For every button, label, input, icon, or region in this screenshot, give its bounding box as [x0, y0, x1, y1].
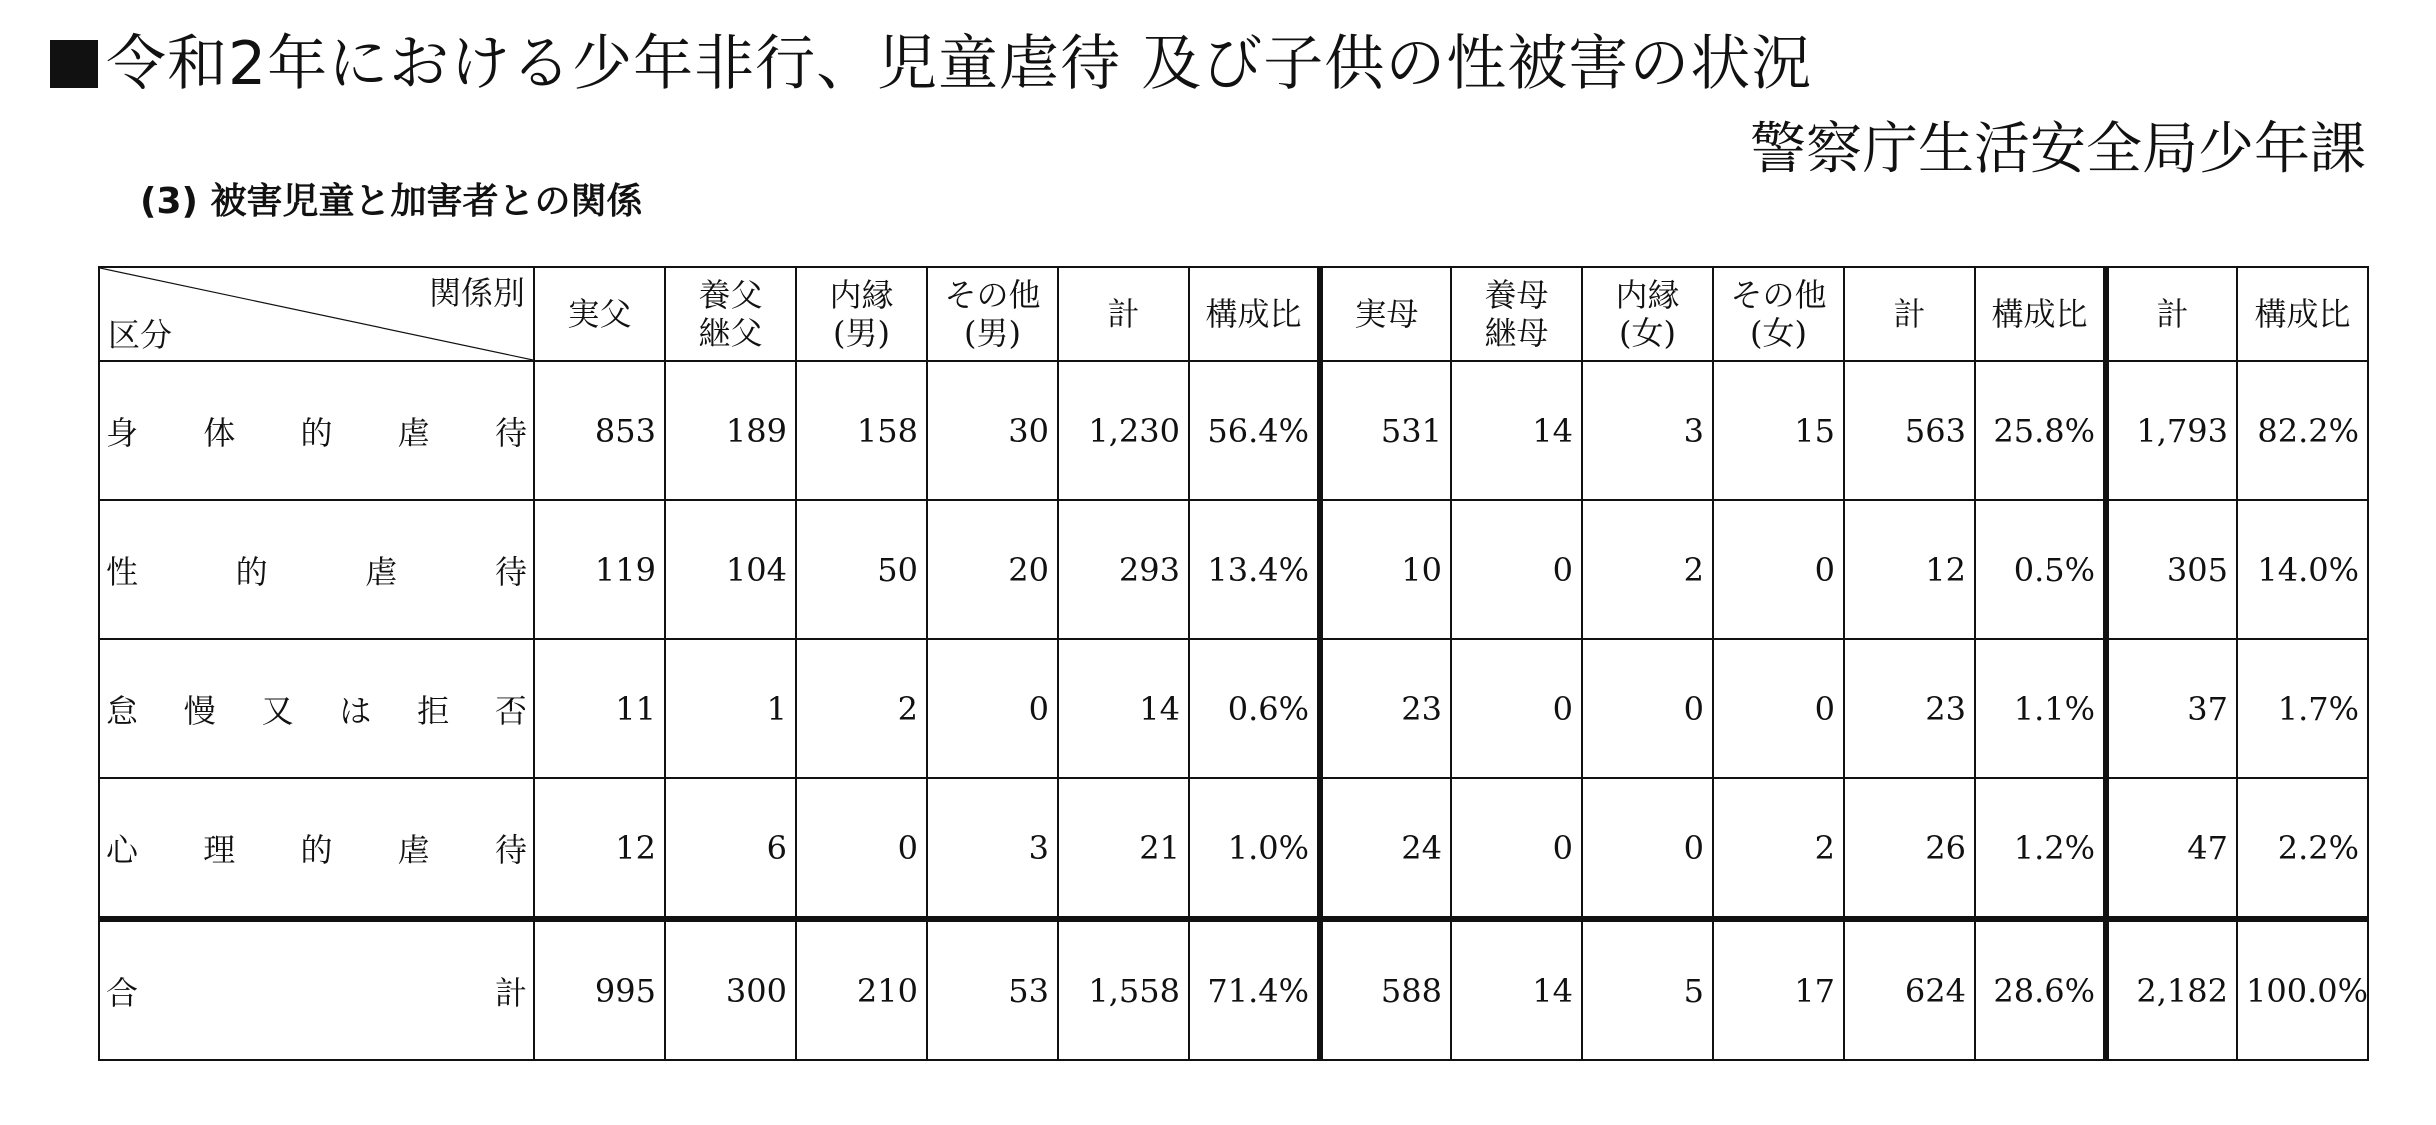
table-cell: 0	[1451, 778, 1582, 919]
column-header	[1713, 267, 1844, 361]
table-cell: 189	[665, 361, 796, 500]
corner-bottom-label: 区分	[108, 316, 173, 354]
table-cell: 210	[796, 919, 927, 1060]
table-cell: 12	[534, 778, 665, 919]
total-row	[99, 919, 2368, 1060]
row-label: 性的虐待	[99, 500, 534, 639]
column-header-label: 構成比	[2254, 295, 2351, 333]
table-row	[99, 500, 2368, 639]
column-header-label: 養父	[698, 276, 763, 314]
table-cell: 293	[1058, 500, 1189, 639]
column-header-label: (男)	[964, 314, 1021, 352]
table-cell: 2,182	[2106, 919, 2237, 1060]
table-cell: 13.4%	[1189, 500, 1320, 639]
table-cell: 2	[1582, 500, 1713, 639]
table-cell: 588	[1320, 919, 1451, 1060]
table-row	[99, 639, 2368, 778]
table-cell: 10	[1320, 500, 1451, 639]
table-cell: 53	[927, 919, 1058, 1060]
header-row	[99, 267, 2368, 361]
column-header	[1189, 267, 1320, 361]
table-cell: 0	[1713, 500, 1844, 639]
row-label: 合計	[99, 919, 534, 1060]
table-cell: 2	[1713, 778, 1844, 919]
table-cell: 0	[927, 639, 1058, 778]
table-cell: 28.6%	[1975, 919, 2106, 1060]
table-cell: 5	[1582, 919, 1713, 1060]
column-header	[1844, 267, 1975, 361]
table-row	[99, 778, 2368, 919]
column-header-label: 内縁	[1615, 276, 1680, 314]
table-cell: 0.6%	[1189, 639, 1320, 778]
column-header-label: 養母	[1484, 276, 1549, 314]
table-cell: 2.2%	[2237, 778, 2368, 919]
title-text: 令和2年における少年非行、児童虐待 及び子供の性被害の状況	[106, 29, 1813, 99]
table-cell: 531	[1320, 361, 1451, 500]
column-header-label: 実父	[567, 295, 632, 333]
row-label: 身体的虐待	[99, 361, 534, 500]
column-header	[927, 267, 1058, 361]
column-header-label: (女)	[1750, 314, 1807, 352]
table-cell: 15	[1713, 361, 1844, 500]
column-header-label: その他	[1730, 276, 1827, 314]
column-header-label: 計	[1107, 295, 1140, 333]
table-cell: 14	[1451, 361, 1582, 500]
table-cell: 3	[927, 778, 1058, 919]
column-header	[1582, 267, 1713, 361]
table-cell: 25.8%	[1975, 361, 2106, 500]
corner-cell	[99, 267, 534, 361]
column-header	[1451, 267, 1582, 361]
table-cell: 0	[1451, 500, 1582, 639]
table-cell: 23	[1844, 639, 1975, 778]
column-header	[2237, 267, 2368, 361]
table-cell: 71.4%	[1189, 919, 1320, 1060]
table-cell: 14	[1058, 639, 1189, 778]
row-label: 怠慢又は拒否	[99, 639, 534, 778]
table-cell: 0	[796, 778, 927, 919]
column-header	[1975, 267, 2106, 361]
table-cell: 2	[796, 639, 927, 778]
column-header-label: 計	[2156, 295, 2189, 333]
table-cell: 12	[1844, 500, 1975, 639]
column-header	[665, 267, 796, 361]
table-cell: 853	[534, 361, 665, 500]
column-header-label: 継母	[1484, 314, 1549, 352]
table-cell: 1.0%	[1189, 778, 1320, 919]
page-title	[50, 22, 1812, 106]
relationship-table	[98, 266, 2369, 1061]
table-cell: 37	[2106, 639, 2237, 778]
row-label: 心理的虐待	[99, 778, 534, 919]
table-cell: 0	[1582, 778, 1713, 919]
table-cell: 1	[665, 639, 796, 778]
corner-top-label: 関係別	[428, 274, 525, 312]
table-cell: 995	[534, 919, 665, 1060]
table-cell: 1,230	[1058, 361, 1189, 500]
column-header-label: 計	[1893, 295, 1926, 333]
column-header-label: (女)	[1619, 314, 1676, 352]
column-header	[1058, 267, 1189, 361]
table-row	[99, 361, 2368, 500]
table-cell: 0.5%	[1975, 500, 2106, 639]
table-cell: 158	[796, 361, 927, 500]
column-header	[796, 267, 927, 361]
table-cell: 100.0%	[2237, 919, 2368, 1060]
column-header-label: 構成比	[1205, 295, 1302, 333]
agency-name: 警察庁生活安全局少年課	[1750, 117, 2366, 182]
column-header-label: 内縁	[829, 276, 894, 314]
table-cell: 56.4%	[1189, 361, 1320, 500]
table-cell: 20	[927, 500, 1058, 639]
table-cell: 1,558	[1058, 919, 1189, 1060]
table-cell: 26	[1844, 778, 1975, 919]
table-cell: 305	[2106, 500, 2237, 639]
table-cell: 24	[1320, 778, 1451, 919]
table-cell: 0	[1713, 639, 1844, 778]
black-square-icon	[50, 40, 98, 88]
table-cell: 14.0%	[2237, 500, 2368, 639]
table-cell: 104	[665, 500, 796, 639]
table-cell: 14	[1451, 919, 1582, 1060]
table-cell: 30	[927, 361, 1058, 500]
table-cell: 50	[796, 500, 927, 639]
table-cell: 17	[1713, 919, 1844, 1060]
column-header-label: (男)	[833, 314, 890, 352]
column-header-label: 実母	[1354, 295, 1419, 333]
table-cell: 1.1%	[1975, 639, 2106, 778]
table-cell: 6	[665, 778, 796, 919]
table-cell: 23	[1320, 639, 1451, 778]
column-header-label: 継父	[698, 314, 763, 352]
table-cell: 1.7%	[2237, 639, 2368, 778]
table-cell: 11	[534, 639, 665, 778]
column-header	[534, 267, 665, 361]
table-cell: 0	[1582, 639, 1713, 778]
section-subtitle: (3) 被害児童と加害者との関係	[140, 181, 643, 222]
table-cell: 82.2%	[2237, 361, 2368, 500]
table-cell: 47	[2106, 778, 2237, 919]
column-header	[1320, 267, 1451, 361]
column-header-label: 構成比	[1991, 295, 2088, 333]
table-cell: 563	[1844, 361, 1975, 500]
table-cell: 3	[1582, 361, 1713, 500]
table-cell: 119	[534, 500, 665, 639]
table-cell: 300	[665, 919, 796, 1060]
table-cell: 1.2%	[1975, 778, 2106, 919]
table-cell: 624	[1844, 919, 1975, 1060]
column-header	[2106, 267, 2237, 361]
column-header-label: その他	[944, 276, 1041, 314]
table-cell: 0	[1451, 639, 1582, 778]
table-cell: 1,793	[2106, 361, 2237, 500]
table-cell: 21	[1058, 778, 1189, 919]
